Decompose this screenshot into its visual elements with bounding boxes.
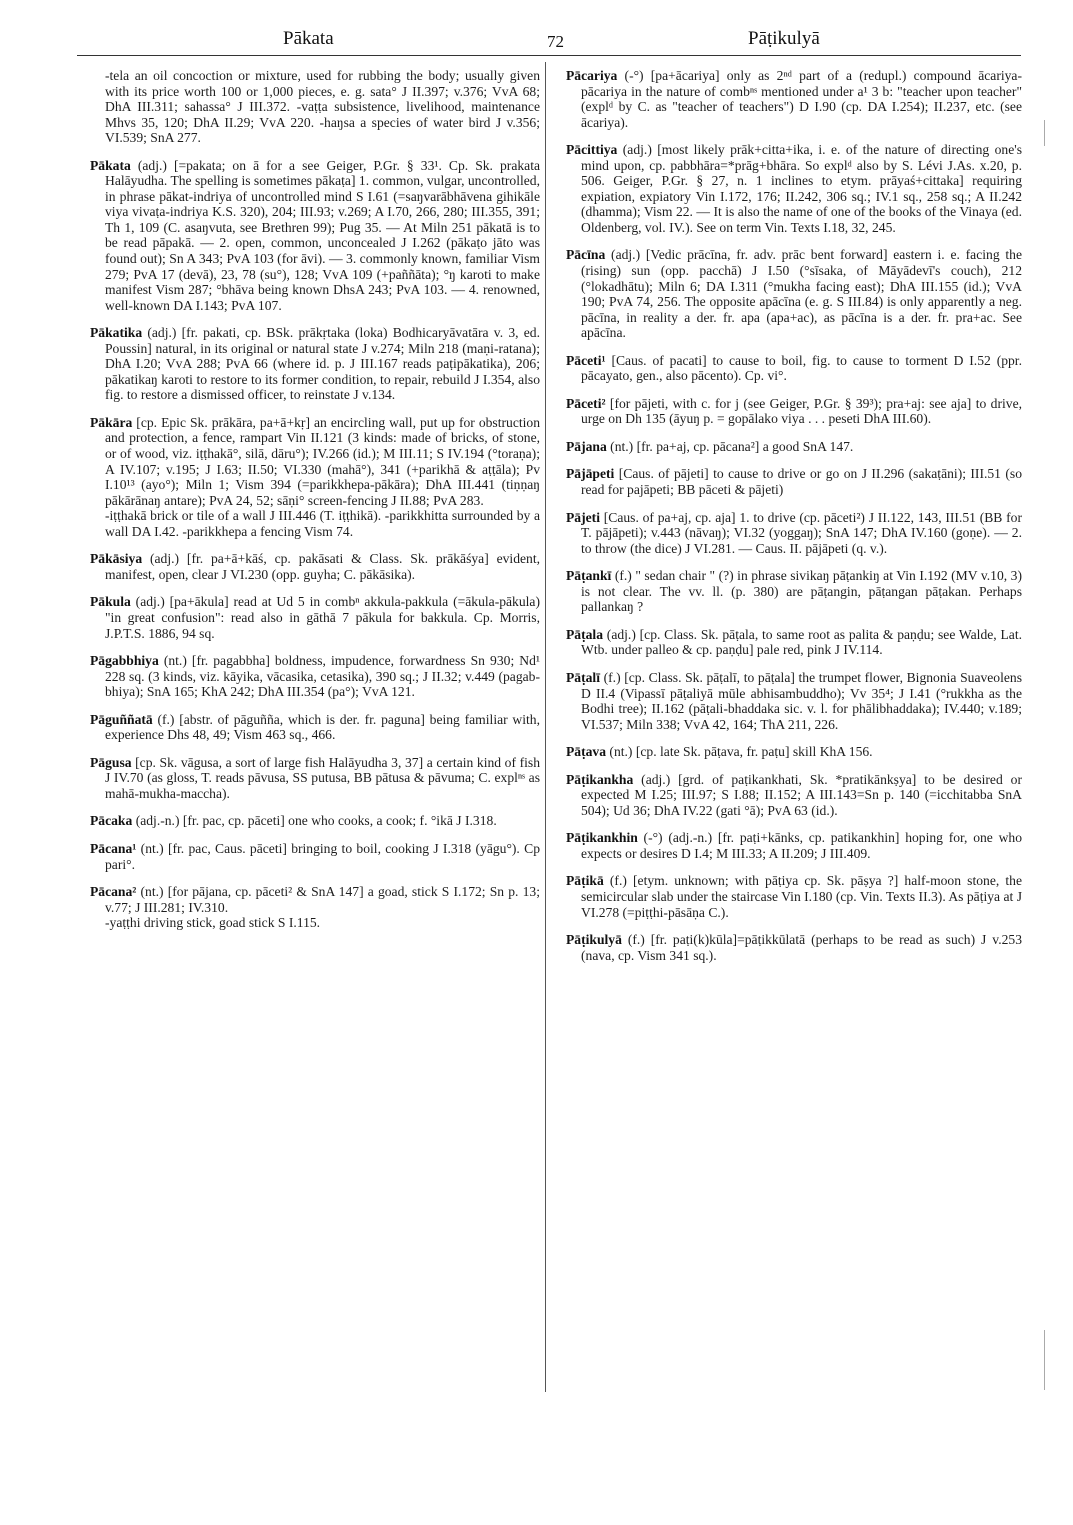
entry-headword: Pācana² [90, 884, 137, 900]
entry-text: [for pājeti, with c. for j (see Geiger, P.Gr. § 39³); pra+aj: see aja] to drive, urge on Dh 135 (āyuŋ p. = gopālako viya . . . peseti DhA III.60). [581, 395, 1022, 427]
entry-text: -tela an oil concoction or mixture, used for rubbing the body; usually given with its price worth 100 or 1,000 pieces, e. g. sata° J II.397; v.376; VvA 68; DhA III.311; sahassa° J III.372. -vaṭṭa subsistence, livelihood, maintenance Mhvs 35, 120; DhA II.29; VvA 220. -haŋsa a species of water bird J v.356; VI.539; SnA 277. [105, 68, 540, 146]
dictionary-entry [566, 670, 1022, 732]
dictionary-entry [566, 627, 1022, 658]
dictionary-entry [90, 551, 540, 582]
running-head [0, 22, 1073, 54]
page-number: 72 [547, 32, 564, 51]
dictionary-entry [90, 841, 540, 872]
entry-text: (adj.) [Vedic prācīna, fr. adv. prāc bent forward] eastern i. e. facing the (rising) sun (opp. pacchā) J I.50 (°sīsaka, of Māyādevī's couch), 212 (°lokadhātu); Miln 6; DA I.311 (°mukha facing east); DhA III.155 (id.); VvA 190; PvA 74, 256. The opposite apācīna (e. g. S III.84) is only apparently a neg. pācīna, in reality a der. fr. apa (apa+ac), as pācīna is a der. fr. pra+ac. See apācīna. [581, 247, 1022, 341]
entry-text: (nt.) [for pājana, cp. pāceti² & SnA 147] a goad, stick S I.172; Sn p. 13; v.77; J III.281; IV.310. [105, 884, 540, 915]
entry-headword: Pāṭankī [566, 568, 612, 584]
entry-headword: Pājāpeti [566, 466, 615, 482]
entry-headword: Pājana [566, 438, 607, 454]
right-column [566, 68, 1022, 975]
entry-text: [cp. Sk. vāgusa, a sort of large fish Halāyudha 3, 37] a certain kind of fish J IV.70 (as gloss, T. reads pāvusa, SS putusa, BB pātusa & pāvuma; C. explⁿˢ as mahā-mukha-maccha). [105, 754, 540, 801]
dictionary-entry [90, 884, 540, 931]
entry-headword: Pāgabbhiya [90, 653, 159, 669]
entry-text: (adj.-n.) [fr. pac, cp. pāceti] one who cooks, a cook; f. °ikā J I.318. [132, 813, 497, 829]
dictionary-entry [90, 415, 540, 539]
dictionary-entry [566, 466, 1022, 497]
dictionary-entry [90, 325, 540, 403]
entry-text: -yaṭṭhi driving stick, goad stick S I.115. [105, 915, 321, 931]
header-rule [77, 55, 1021, 56]
entry-headword: Pāṭalī [566, 669, 600, 685]
entry-text: (f.) [fr. paṭi(k)kūla]=pāṭikkūlatā (perhaps to be read as such) J v.253 (nava, cp. Vism 341 sq.). [581, 932, 1022, 963]
left-column [90, 68, 540, 943]
entry-text: (adj.) [=pakata; on ā for a see Geiger, P.Gr. § 33¹. Cp. Sk. prakata Halāyudha. The spelling is sometimes pākaṭa] 1. common, vulgar, uncontrolled, in phrase pākat-indriya of uncontrolled mind S I.61 (=saŋvarābhāvena gihikāle viya vivaṭa-indriya K.S. 320), 204; III.93; v.269; A I.70, 266, 280; III.355, 391; Th 1, 109 (C. asaŋvuta, see Brethren 99); Pug 35. — At Miln 251 pākatā is to be read pāpakā. — 2. open, common, unconcealed J I.262 (pākaṭo jāto was found out); Sn A 343; PvA 103 (for āvi). — 3. commonly known, familiar Vism 279; PvA 17 (devā), 23, 78 (su°), 128; VvA 109 (+paññāta); °ŋ karoti to make manifest Vism 287; °bhāva being known DhsA 243; PvA 103. — 4. renowned, well-known DA I.143; PvA 107. [105, 157, 540, 313]
dictionary-entry [90, 594, 540, 641]
entry-headword: Pāceti² [566, 395, 606, 411]
entry-text: (-°) [pa+ācariya] only as 2ⁿᵈ part of a (redupl.) compound ācariya-pācariya in the nature of combⁿˢ mentioned under a¹ 3 b: "teacher upon teacher" (explᵈ by C. as "teacher of teachers") D I.90 (cp. DA I.254); II.237, etc. (see ācariya). [581, 68, 1022, 130]
entry-text: (-°) (adj.-n.) [fr. paṭi+kānks, cp. patikankhin] hoping for, one who expects or desires D I.4; M III.33; A II.209; J III.409. [581, 830, 1022, 861]
entry-text: (f.) [abstr. of pāguñña, which is der. fr. paguna] being familiar with, experience Dhs 48, 49; Vism 463 sq., 466. [105, 711, 540, 743]
dictionary-entry [90, 755, 540, 802]
dictionary-entry [566, 439, 1022, 455]
entry-headword: Pāṭala [566, 626, 603, 642]
entry-text: [Caus. of pa+aj, cp. aja] 1. to drive (cp. pāceti²) J II.122, 143, III.51 (BB for T. pājāpeti); v.443 (nāvaŋ); VI.32 (yoggaŋ); SnA 147; DhA IV.160 (goṇe). — 2. to throw (the dice) J VI.281. — Caus. II. pājāpeti (q. v.). [581, 509, 1022, 556]
entry-headword: Pākatika [90, 325, 143, 341]
dictionary-entry [566, 247, 1022, 340]
entry-headword: Pācīna [566, 247, 606, 263]
right-guide-word: Pāṭikulyā [748, 28, 820, 49]
dictionary-entry [566, 68, 1022, 130]
dictionary-entry [566, 568, 1022, 615]
entry-headword: Pāṭikankhin [566, 830, 638, 846]
entry-headword: Pācittiya [566, 142, 618, 158]
entry-text: (f.) " sedan chair " (?) in phrase sivikaŋ pāṭankiŋ at Vin I.192 (MV v.10, 3) is not clear. The vv. ll. (p. 380) are pāṭangin, pāṭangan pāṭakan. Perhaps pallankaŋ ? [581, 568, 1022, 615]
entry-headword: Pājeti [566, 509, 600, 525]
dictionary-entry [566, 772, 1022, 819]
dictionary-entry [90, 712, 540, 743]
entry-text: (nt.) [fr. pa+aj, cp. pācana²] a good SnA 147. [606, 438, 854, 454]
entry-text: (f.) [etym. unknown; with pāṭiya cp. Sk. pāṣya ?] half-moon stone, the semicircular slab under the staircase Vin I.180 (cp. Vin. Texts II.3). As pāṭiya at J VI.278 (=piṭṭhi-pāsāṇa C.). [581, 873, 1022, 920]
entry-headword: Pāṭikankha [566, 771, 634, 787]
entry-text: (adj.) [fr. pakati, cp. BSk. prākṛtaka (loka) Bodhicaryāvatāra v. 3, ed. Poussin] natural, in its original or natural state J v.274; Miln 218 (maṇi-ratana); DhA I.20; VvA 288; PvA 66 (where id. p. J III.167 reads paṭipākatika), 206; pākatikaŋ karoti to restore to its former condition, to repair, rebuild J I.354, also fig. to restore a dismissed officer, to reinstate J v.134. [105, 325, 540, 403]
dictionary-entry [566, 396, 1022, 427]
dictionary-entry [566, 830, 1022, 861]
column-divider [545, 62, 546, 1392]
entry-headword: Pāguññatā [90, 711, 153, 727]
entry-text: (nt.) [fr. pagabbha] boldness, impudence, forwardness Sn 930; Nd¹ 228 sq. (3 kinds, viz. kāyika, vācasika, cetasika), 390 sq.; J II.32; v.449 (pagab-bhiya); SnA 165; KhA 242; DhA III.354 (pa°); VvA 121. [105, 653, 540, 700]
dictionary-entry [566, 873, 1022, 920]
entry-text: (adj.) [fr. pa+ā+kāś, cp. pakāsati & Class. Sk. prākāśya] evident, manifest, open, clear J VI.230 (opp. guyha; C. pākāsika). [105, 551, 540, 582]
entry-text: (adj.) [most likely prāk+citta+ika, i. e. of the nature of directing one's mind upon, cp. pabbhāra=*prāg+bhāra. So explᵈ also by S. Lévi J.As. x.20, p. 506. Geiger, P.Gr. § 27, n. 1 inclines to etym. prāyaś+cittaka] requiring expiation, expiatory Vin I.172, 176; II.242, 306 sq.; IV.1 sq., 258 sq.; A II.242 (dhamma); Vism 22. — It is also the name of one of the books of the Vinaya (ed. Oldenberg, vol. IV.). See on term Vin. Texts I.18, 32, 245. [581, 142, 1022, 235]
dictionary-entry [90, 653, 540, 700]
entry-text: (adj.) [pa+ākula] read at Ud 5 in combⁿ akkula-pakkula (=ākula-pākula) "in great confusion": read also in gāthā 7 pākula for bakkula. Cp. Morris, J.P.T.S. 1886, 94 sq. [105, 594, 540, 641]
left-guide-word: Pākata [283, 28, 334, 49]
entry-headword: Pāṭava [566, 744, 607, 760]
entry-text: (adj.) [cp. Class. Sk. pāṭala, to same root as palita & paṇḍu; see Walde, Lat. Wtb. under palleo & cp. paṇḍu] pale red, pink J IV.114. [581, 626, 1022, 658]
dictionary-entry [566, 744, 1022, 760]
entry-headword: Pākula [90, 594, 131, 610]
entry-text: [cp. Epic Sk. prākāra, pa+ā+kṛ] an encircling wall, put up for obstruction and protection, a fence, rampart Vin II.121 (3 kinds: made of bricks, of stone, or of wood, viz. iṭṭhakā°, silā, dāru°); IV.266 (id.); M III.11; S IV.194 (°toraṇa); A IV.107; v.195; J I.63; II.50; VI.330 (mahā°), 341 (+parikhā & aṭṭāla); Pv I.10¹³ (ayo°); Miln 1; Vism 394 (=parikkhepa-pākāra); DhA III.441 (tiṇṇaŋ pākārānaŋ antare); PvA 24, 52; sāṇi° screen-fencing J II.88; PvA 283. [105, 414, 540, 508]
entry-headword: Pācaka [90, 813, 133, 829]
entry-headword: Pākāra [90, 414, 133, 430]
entry-headword: Pācariya [566, 68, 618, 83]
entry-headword: Pāṭikā [566, 873, 604, 889]
entry-headword: Pākāsiya [90, 551, 143, 567]
entry-text: (adj.) [grd. of paṭikankhati, Sk. *pratikānkṣya] to be desired or expected M I.25; III.97; S I.88; II.152; A III.143=Sn p. 140 (=icchitabba SnA 504); Ud 36; DhA IV.22 (gati °ā); PvA 63 (id.). [581, 771, 1022, 818]
dictionary-entry [566, 932, 1022, 963]
entry-headword: Pāceti¹ [566, 352, 606, 368]
entry-text: [Caus. of pājeti] to cause to drive or go on J II.296 (sakaṭāni); III.51 (so read for pajāpeti; BB pāceti & pājeti) [581, 466, 1022, 498]
entry-headword: Pāgusa [90, 754, 132, 770]
entry-text: (nt.) [cp. late Sk. pāṭava, fr. paṭu] skill KhA 156. [606, 744, 873, 760]
entry-text: (nt.) [fr. pac, Caus. pāceti] bringing to boil, cooking J I.318 (yāgu°). Cp pari°. [105, 840, 540, 872]
dictionary-entry [90, 158, 540, 313]
dictionary-entry [566, 142, 1022, 235]
entry-text: -iṭṭhakā brick or tile of a wall J III.446 (T. iṭṭhikā). -parikkhitta surrounded by a wall DA I.42. -parikkhepa a fencing Vism 74. [105, 508, 540, 539]
dictionary-entry [566, 510, 1022, 557]
entry-headword: Pākata [90, 157, 131, 173]
margin-mark [1044, 1330, 1045, 1390]
entry-text: (f.) [cp. Class. Sk. pāṭalī, to pāṭala] the trumpet flower, Bignonia Suaveolens D II.4 (Vipassī pāṭaliyā mūle abhisambuddho); Vv 35⁴; J I.41 (°rukkha as the Bodhi tree); II.162 (pāṭali-bhaddaka sic. v. l. for phālibhaddaka); IV.440; v.189; VI.537; Miln 338; VvA 42, 164; ThA 211, 226. [581, 669, 1022, 732]
dictionary-entry [90, 68, 540, 146]
entry-headword: Pācana¹ [90, 840, 137, 856]
dictionary-entry [90, 813, 540, 829]
entry-text: [Caus. of pacati] to cause to boil, fig. to cause to torment D I.52 (ppr. pācayato, gen., also pācento). Cp. vi°. [581, 352, 1022, 384]
entry-headword: Pāṭikulyā [566, 932, 622, 948]
dictionary-entry [566, 353, 1022, 384]
margin-mark [1044, 120, 1045, 146]
